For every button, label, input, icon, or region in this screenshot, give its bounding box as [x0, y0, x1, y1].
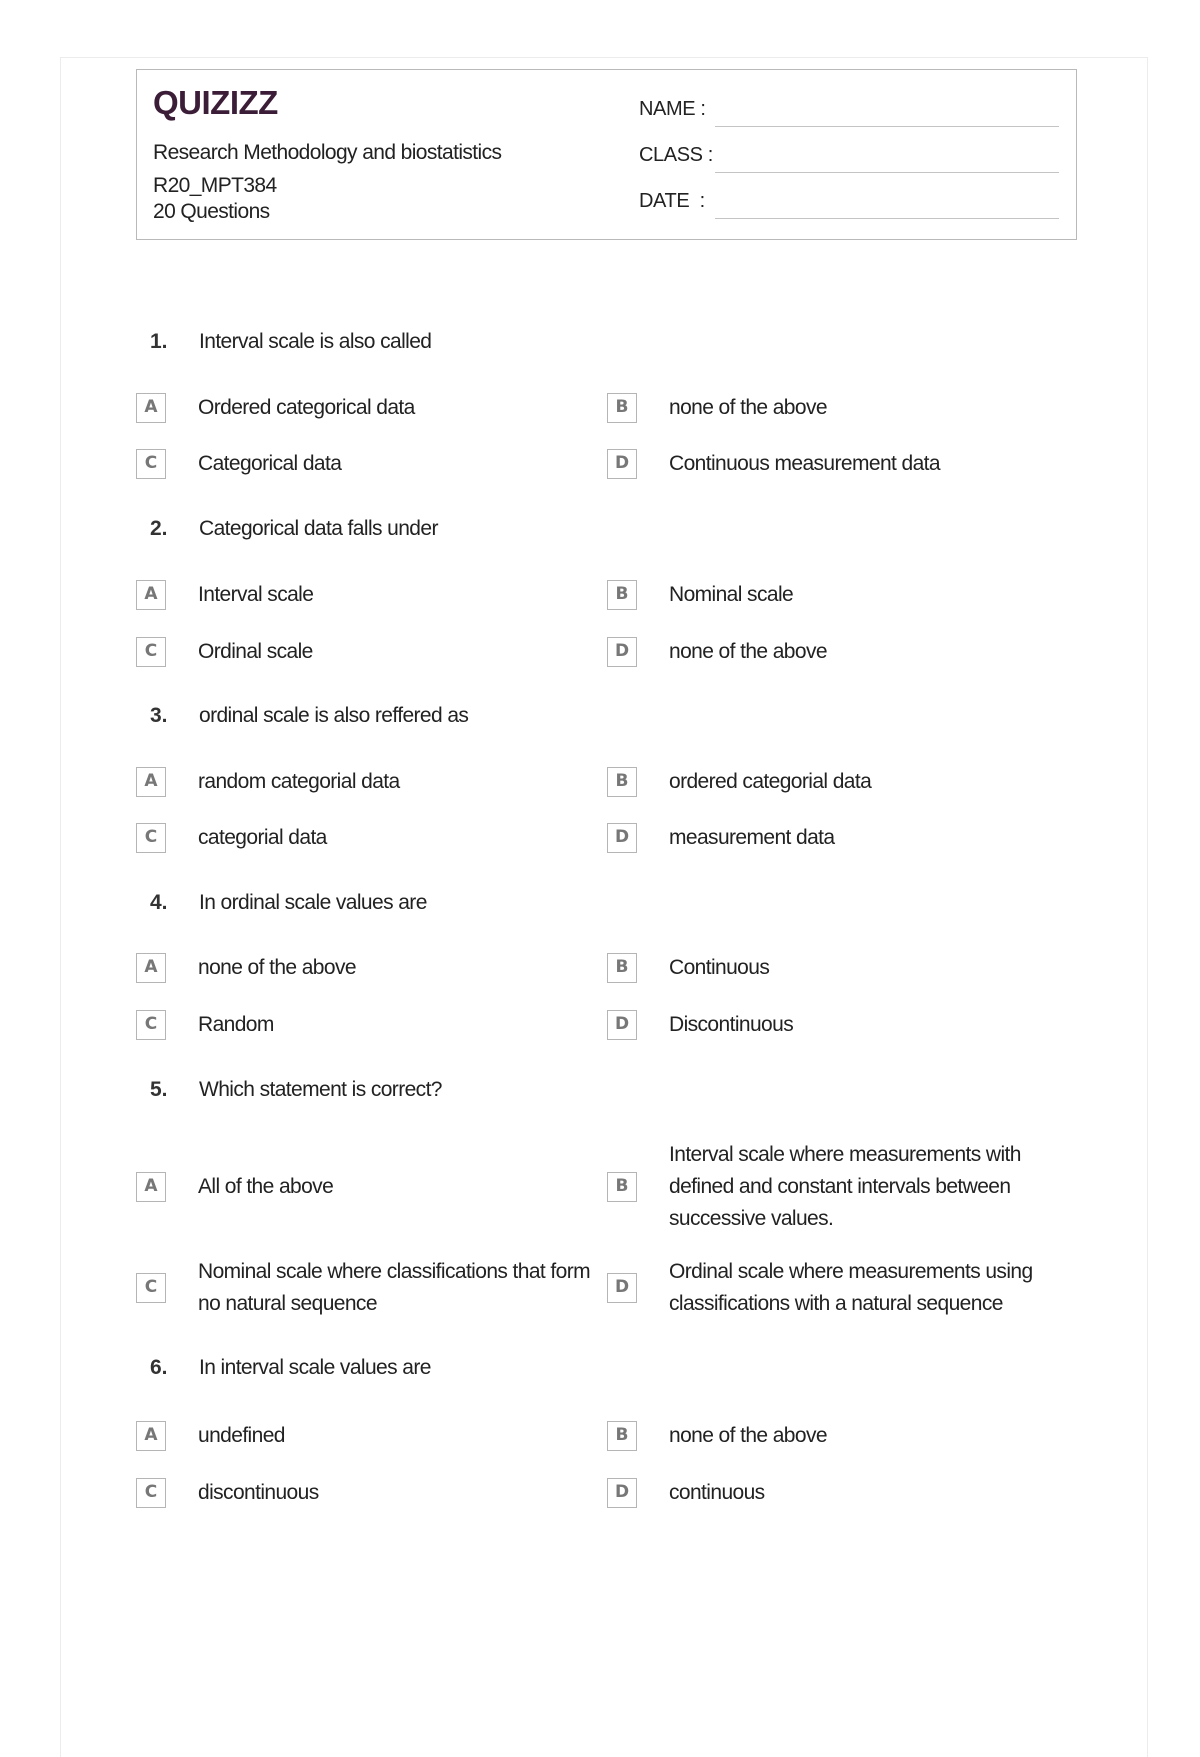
option-letter: A	[136, 580, 166, 610]
option-text: none of the above	[669, 396, 827, 419]
option-letter: A	[136, 953, 166, 983]
option-letter: C	[136, 823, 166, 853]
option-text: ordered categorial data	[669, 770, 872, 793]
date-line[interactable]	[715, 218, 1059, 219]
option-text: continuous	[669, 1481, 765, 1504]
question-text: Which statement is correct?	[199, 1078, 442, 1101]
option-letter: C	[136, 449, 166, 479]
option-text: categorial data	[198, 826, 327, 849]
option-text: Categorical data	[198, 452, 342, 475]
question-number: 2.	[150, 517, 168, 540]
name-field[interactable]	[639, 95, 1059, 123]
option-letter: C	[136, 637, 166, 667]
option-text: random categorial data	[198, 770, 400, 793]
option-text: Nominal scale where classifications that form no natural sequence	[198, 1260, 590, 1315]
name-label: NAME :	[639, 98, 706, 120]
option-letter: C	[136, 1273, 166, 1303]
option-text: none of the above	[669, 640, 827, 663]
option-text: All of the above	[198, 1175, 334, 1198]
option-letter: A	[136, 393, 166, 423]
option-letter: D	[607, 637, 637, 667]
option-letter: B	[607, 1172, 637, 1202]
question-text: Interval scale is also called	[199, 330, 432, 353]
name-line[interactable]	[715, 126, 1059, 127]
date-field[interactable]	[639, 187, 1059, 215]
question-number: 5.	[150, 1078, 168, 1101]
option-letter: A	[136, 1172, 166, 1202]
option-text: measurement data	[669, 826, 835, 849]
question-count: 20 Questions	[153, 200, 270, 223]
option-letter: B	[607, 953, 637, 983]
option-letter: A	[136, 767, 166, 797]
option-letter: D	[607, 823, 637, 853]
option-letter: D	[607, 1273, 637, 1303]
option-letter: B	[607, 580, 637, 610]
option-text: Continuous measurement data	[669, 452, 940, 475]
option-text: none of the above	[198, 956, 356, 979]
option-text: discontinuous	[198, 1481, 319, 1504]
quiz-code: R20_MPT384	[153, 174, 277, 197]
option-text: none of the above	[669, 1424, 827, 1447]
option-letter: A	[136, 1421, 166, 1451]
option-letter: D	[607, 1478, 637, 1508]
class-label: CLASS :	[639, 144, 713, 166]
date-label: DATE :	[639, 190, 705, 212]
option-letter: D	[607, 449, 637, 479]
option-text: Ordered categorical data	[198, 396, 415, 419]
option-text: Discontinuous	[669, 1013, 794, 1036]
option-letter: B	[607, 767, 637, 797]
class-line[interactable]	[715, 172, 1059, 173]
option-text: Ordinal scale where measurements using classifications with a natural sequence	[669, 1260, 1033, 1315]
worksheet-header	[136, 69, 1077, 240]
option-text: Random	[198, 1013, 274, 1036]
question-number: 6.	[150, 1356, 168, 1379]
option-letter: D	[607, 1010, 637, 1040]
question-text: In interval scale values are	[199, 1356, 431, 1379]
option-text: Ordinal scale	[198, 640, 313, 663]
question-text: Categorical data falls under	[199, 517, 438, 540]
option-letter: B	[607, 393, 637, 423]
option-text: Continuous	[669, 956, 770, 979]
option-text: undefined	[198, 1424, 285, 1447]
class-field[interactable]	[639, 141, 1059, 169]
option-letter: C	[136, 1478, 166, 1508]
question-number: 1.	[150, 330, 168, 353]
question-text: ordinal scale is also reffered as	[199, 704, 469, 727]
question-number: 4.	[150, 891, 168, 914]
option-text: Interval scale where measurements with defined and constant intervals between successive values.	[669, 1143, 1021, 1230]
quiz-title: Research Methodology and biostatistics	[153, 141, 502, 164]
option-letter: B	[607, 1421, 637, 1451]
question-text: In ordinal scale values are	[199, 891, 427, 914]
option-letter: C	[136, 1010, 166, 1040]
option-text: Nominal scale	[669, 583, 794, 606]
question-number: 3.	[150, 704, 168, 727]
quizizz-logo: QUIZIZZ	[153, 84, 278, 121]
option-text: Interval scale	[198, 583, 314, 606]
